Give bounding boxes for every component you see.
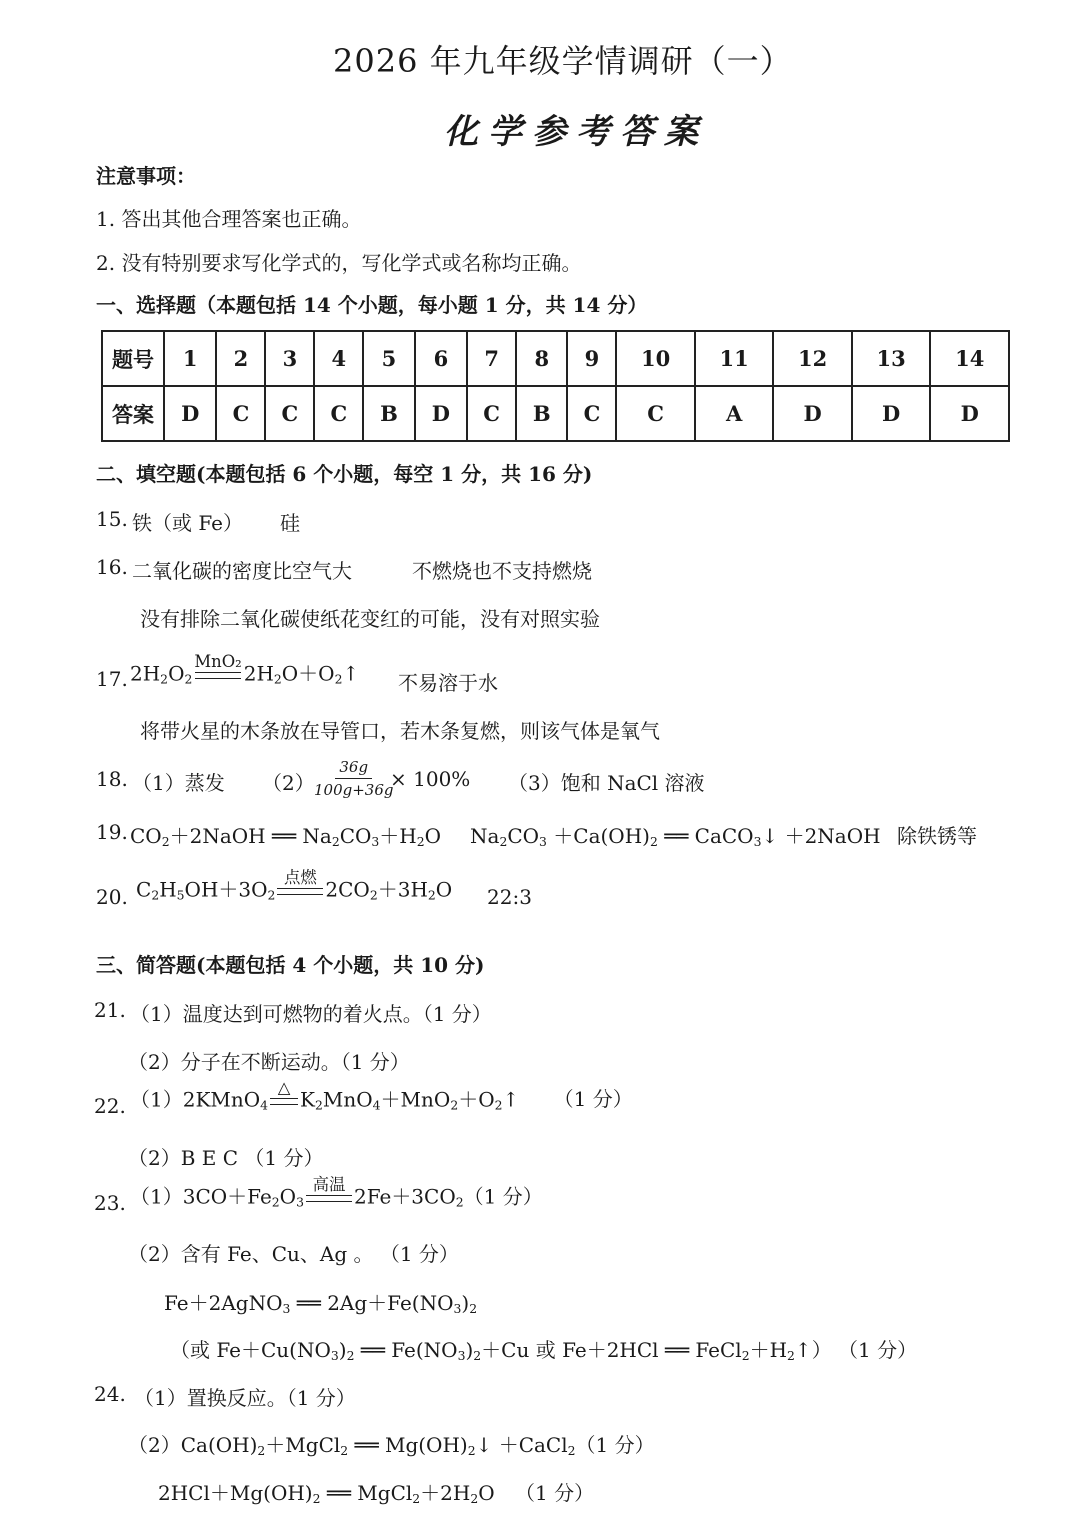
q16-answer-a: 二氧化碳的密度比空气大 (132, 559, 352, 583)
table-cell: C (314, 386, 363, 441)
page-subtitle: 化学参考答案 (444, 112, 708, 152)
table-cell: 12 (773, 331, 852, 386)
score-note: （1 分） (553, 1087, 633, 1112)
q18-answer-2-label: （2） (262, 771, 315, 795)
q16-answer-b: 不燃烧也不支持燃烧 (412, 559, 592, 583)
table-cell: 4 (314, 331, 363, 386)
q23-equation-a: Fe＋2AgNO$_3$ ══ $2Ag+Fe(NO_3)_2$ (164, 1291, 478, 1317)
q24-equation-b: $2HCl+Mg(OH)_2$ ══ $MgCl_2+2H_2O$ （1 分） (158, 1481, 595, 1507)
table-cell: C (467, 386, 516, 441)
q24-answer-2: $(2)Ca(OH)_2+MgCl_2$ ══ $Mg(OH)_2↓$ ＋CaCl$_2$（1 分） (128, 1433, 655, 1459)
q21-number: 21. (94, 998, 126, 1022)
table-cell: 10 (616, 331, 695, 386)
q15-answer-a: 铁（或 Fe） (132, 511, 243, 535)
note-item-2: 2. 没有特别要求写化学式的，写化学式或名称均正确。 (96, 251, 582, 275)
section-short-heading: 三、简答题(本题包括 4 个小题，共 10 分) (96, 953, 485, 977)
q17-number: 17. (96, 667, 128, 691)
q16-number: 16. (96, 555, 128, 579)
q20-ratio: 22:3 (487, 885, 532, 909)
table-cell: B (516, 386, 567, 441)
reaction-condition: 高温 (306, 1177, 352, 1219)
score-note: （1 分） (514, 1481, 595, 1505)
fraction-denominator: 100g+36g (314, 781, 394, 799)
table-cell: C (216, 386, 265, 441)
choice-answer-table (101, 330, 1010, 442)
table-cell: 2 (216, 331, 265, 386)
q17-answer-c: 将带火星的木条放在导管口，若木条复燃，则该气体是氧气 (140, 719, 660, 743)
q20-equation: $C_2H_5OH+3O_2$ 点燃 $2CO_2+3H_2O$ (136, 870, 452, 912)
q19-number: 19. (96, 820, 128, 844)
q18-percent: × 100% (390, 767, 471, 791)
section-choice-heading: 一、选择题（本题包括 14 个小题，每小题 1 分，共 14 分） (96, 293, 648, 317)
table-cell: 13 (852, 331, 931, 386)
reaction-condition: MnO₂ (194, 654, 241, 696)
q18-answer-3: （3）饱和 NaCl 溶液 (508, 771, 705, 795)
q19-equation-1: $CO_2+2NaOH$ ══ $Na_2CO_3+H_2O$ (130, 824, 442, 850)
q22-answer-1: （1）2KMnO$_4$ △ $K_2MnO_4+MnO_2+O_2↑$ （1 分） (130, 1080, 633, 1122)
notes-heading: 注意事项： (96, 164, 196, 188)
q21-answer-2: （2）分子在不断运动。（1 分） (128, 1050, 410, 1074)
table-cell: 7 (467, 331, 516, 386)
table-cell: 1 (164, 331, 216, 386)
part-label: （1） (130, 1087, 183, 1112)
table-cell: D (773, 386, 852, 441)
or-lead: （或 (170, 1338, 210, 1362)
reaction-condition: △ (270, 1080, 298, 1122)
table-cell: B (363, 386, 414, 441)
q20-number: 20. (96, 885, 128, 909)
table-cell: D (930, 386, 1009, 441)
table-header-number: 题号 (102, 331, 164, 386)
q24-number: 24. (94, 1382, 126, 1406)
table-cell: C (567, 386, 616, 441)
q23-answer-2: （2）含有 Fe、Cu、Ag 。 （1 分） (128, 1242, 459, 1266)
q19-equation-2: $Na_2CO_3 +Ca(OH)_2$ ══ CaCO$_3$↓ ＋2NaOH (470, 824, 881, 850)
table-cell: 3 (265, 331, 314, 386)
q19-answer-c: 除铁锈等 (897, 824, 977, 848)
q17-equation: $2H_2O_2$ MnO₂ $2H_2O+O_2↑$ (130, 654, 359, 696)
q24-answer-1: （1）置换反应。（1 分） (134, 1386, 356, 1410)
section-fill-heading: 二、填空题(本题包括 6 个小题，每空 1 分，共 16 分) (96, 462, 593, 486)
table-row-answers (102, 386, 1009, 441)
table-header-answer: 答案 (102, 386, 164, 441)
score-note: （1 分） (575, 1433, 655, 1457)
q15-answer-b: 硅 (280, 511, 300, 535)
q18-fraction (310, 758, 398, 799)
table-cell: D (415, 386, 467, 441)
q23-number: 23. (94, 1191, 126, 1215)
table-cell: D (852, 386, 931, 441)
q18-number: 18. (96, 767, 128, 791)
table-cell: 8 (516, 331, 567, 386)
table-cell: D (164, 386, 216, 441)
reaction-condition: 点燃 (277, 870, 323, 912)
fraction-numerator: 36g (335, 758, 372, 779)
table-cell: 14 (930, 331, 1009, 386)
table-cell: A (695, 386, 774, 441)
q22-answer-2: （2）B E C （1 分） (128, 1146, 324, 1170)
note-item-1: 1. 答出其他合理答案也正确。 (96, 207, 362, 231)
table-cell: 11 (695, 331, 774, 386)
part-label: （2） (128, 1433, 181, 1457)
page-title: 2026 年九年级学情调研（一） (333, 42, 793, 80)
table-row-numbers (102, 331, 1009, 386)
q16-answer-c: 没有排除二氧化碳使纸花变红的可能，没有对照实验 (140, 607, 600, 631)
score-note: ） （1 分） (811, 1338, 918, 1362)
table-cell: C (265, 386, 314, 441)
q23-answer-1: $(1)3CO+Fe_2O_3$ 高温 $2Fe+3CO_2(1$ 分） (130, 1177, 543, 1219)
q15-number: 15. (96, 507, 128, 531)
table-cell: C (616, 386, 695, 441)
q21-answer-1: （1）温度达到可燃物的着火点。（1 分） (130, 1002, 492, 1026)
score-note: （1 分） (463, 1184, 543, 1209)
table-cell: 5 (363, 331, 414, 386)
q22-number: 22. (94, 1094, 126, 1118)
table-cell: 6 (415, 331, 467, 386)
or-text: 或 (535, 1338, 556, 1362)
part-label: （1） (130, 1184, 183, 1209)
table-cell: 9 (567, 331, 616, 386)
q17-answer-b: 不易溶于水 (398, 671, 498, 695)
q18-answer-1: （1）蒸发 (132, 771, 225, 795)
q23-equation-b: （或 $Fe+Cu(NO_3)_2$ ══ $Fe(NO_3)_2+Cu$ 或 Fe＋2HCl ══ $FeCl_2+H_2↑$） （1 分） (170, 1338, 918, 1364)
